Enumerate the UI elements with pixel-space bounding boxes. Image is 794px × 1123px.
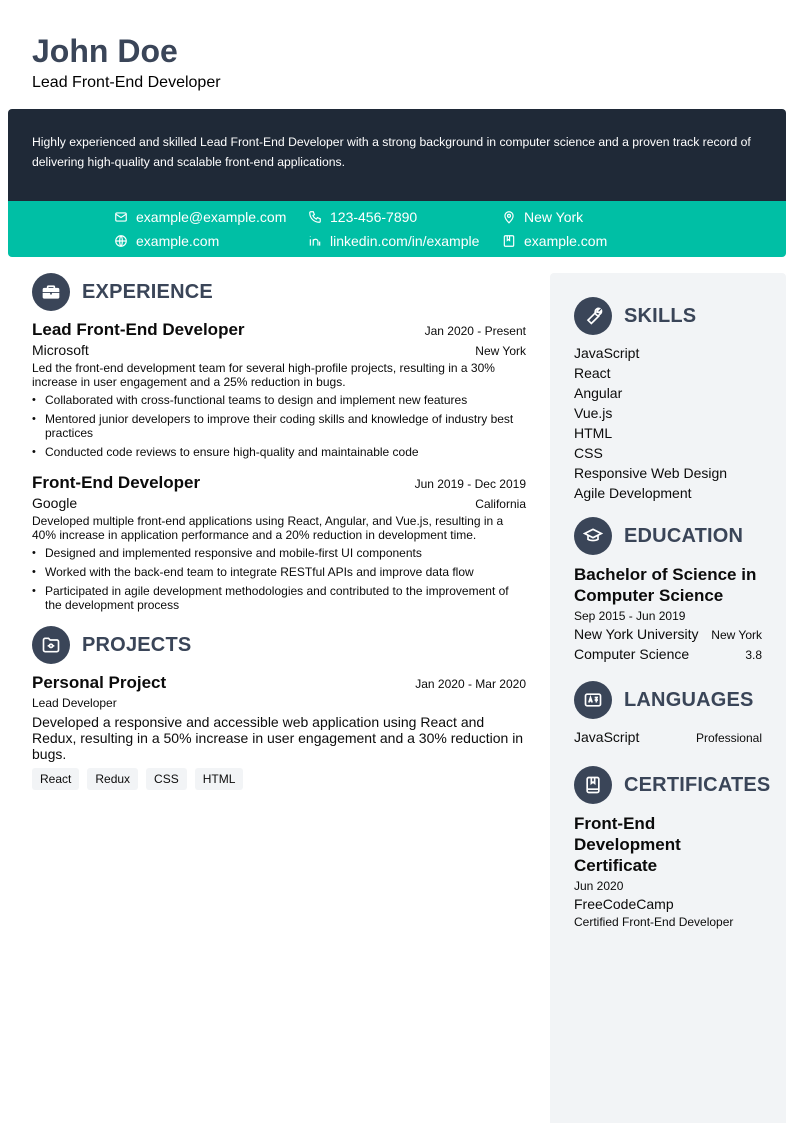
project-tag: CSS	[146, 768, 187, 790]
job-location: New York	[475, 344, 526, 358]
linkedin-text: linkedin.com/in/example	[330, 233, 480, 249]
skill-item: React	[574, 365, 611, 381]
education-entry	[574, 564, 762, 662]
job-company: Microsoft	[32, 342, 89, 358]
skill-item: Agile Development	[574, 485, 692, 501]
certificate-date: Jun 2020	[574, 879, 624, 893]
certificate-entry	[574, 813, 762, 929]
education-field: Computer Science	[574, 646, 690, 662]
education-degree: Bachelor of Science in Computer Science	[574, 565, 757, 605]
languages-header	[574, 681, 762, 719]
graduation-cap-icon	[574, 517, 612, 555]
job-bullet: • Collaborated with cross-functional teams to design and implement new features	[32, 393, 526, 407]
mail-icon	[114, 210, 128, 224]
job-title: Front-End Developer	[32, 473, 201, 492]
project-entry	[32, 673, 526, 790]
certificate-book-icon	[574, 766, 612, 804]
location-text: New York	[524, 209, 584, 225]
job-bullet: • Worked with the back-end team to integrate RESTful APIs and improve data flow	[32, 565, 526, 579]
candidate-name: John Doe	[32, 33, 178, 69]
skill-item: Angular	[574, 385, 623, 401]
language-item	[574, 729, 762, 745]
skill-item: CSS	[574, 445, 603, 461]
job-description: Led the front-end development team for several high-profile projects, resulting in a 30% increase in user engagement and a 25% reduction in bugs.	[32, 361, 495, 389]
briefcase-icon	[32, 273, 70, 311]
skills-list	[574, 343, 762, 503]
phone-text: 123-456-7890	[330, 209, 418, 225]
project-description: Developed a responsive and accessible web application using React and Redux, resulting in a 50% increase in user engagement and a 30% reduction in bugs.	[32, 714, 524, 762]
project-tag: HTML	[195, 768, 244, 790]
contact-location	[502, 209, 583, 225]
education-location: New York	[711, 628, 762, 642]
certificates-header	[574, 766, 771, 804]
contact-bar	[8, 201, 786, 257]
resume-header	[32, 32, 221, 92]
job-bullets	[32, 393, 526, 459]
certificate-summary: Certified Front-End Developer	[574, 915, 734, 929]
project-tag: React	[32, 768, 79, 790]
map-pin-icon	[502, 210, 516, 224]
project-tag: Redux	[87, 768, 138, 790]
main-column	[32, 273, 526, 790]
project-name: Personal Project	[32, 673, 167, 692]
contact-email[interactable]	[114, 209, 286, 225]
experience-title: EXPERIENCE	[82, 280, 213, 303]
folder-icon	[32, 626, 70, 664]
wrench-icon	[574, 297, 612, 335]
job-company: Google	[32, 495, 78, 511]
job-title: Lead Front-End Developer	[32, 320, 245, 339]
contact-website[interactable]	[114, 233, 219, 249]
projects-header	[32, 626, 526, 664]
website-text: example.com	[136, 233, 220, 249]
job-bullet: • Participated in agile development methodologies and contributed to the improvement of the development process	[32, 584, 526, 612]
contact-phone[interactable]	[308, 209, 417, 225]
education-title: EDUCATION	[624, 524, 744, 547]
job-entry	[32, 320, 526, 459]
job-bullet: • Conducted code reviews to ensure high-quality and maintainable code	[32, 445, 526, 459]
language-level: Professional	[695, 731, 762, 745]
education-header	[574, 517, 762, 555]
job-bullet: • Mentored junior developers to improve their coding skills and knowledge of industry best practices	[32, 412, 526, 440]
certificate-issuer: FreeCodeCamp	[574, 896, 674, 912]
project-date: Jan 2020 - Mar 2020	[415, 677, 526, 691]
languages-title: LANGUAGES	[624, 688, 754, 711]
job-location: California	[475, 497, 526, 511]
projects-title: PROJECTS	[82, 633, 192, 656]
candidate-headline: Lead Front-End Developer	[32, 74, 221, 91]
summary-panel	[8, 109, 786, 201]
skill-item: JavaScript	[574, 345, 640, 361]
contact-portfolio[interactable]	[502, 233, 607, 249]
sidebar-column	[550, 273, 786, 1123]
certificates-title: CERTIFICATES	[624, 773, 771, 796]
language-name: JavaScript	[574, 729, 640, 745]
phone-icon	[308, 210, 322, 224]
job-bullets	[32, 546, 526, 612]
education-school: New York University	[574, 626, 699, 642]
experience-header	[32, 273, 526, 311]
bookmark-book-icon	[502, 234, 516, 248]
education-date: Sep 2015 - Jun 2019	[574, 609, 686, 623]
skill-item: Vue.js	[574, 405, 613, 421]
job-description: Developed multiple front-end applications using React, Angular, and Vue.js, resulting in a 40% increase in application performance and a 20% reduction in development time.	[32, 514, 504, 542]
job-date: Jun 2019 - Dec 2019	[414, 477, 526, 491]
email-text: example@example.com	[136, 209, 287, 225]
job-bullet: • Designed and implemented responsive and mobile-first UI components	[32, 546, 526, 560]
skills-title: SKILLS	[624, 304, 697, 327]
contact-linkedin[interactable]	[308, 233, 479, 249]
summary-text: Highly experienced and skilled Lead Front-End Developer with a strong background in computer science and a proven track record of delivering high-quality and scalable front-end applications.	[32, 135, 751, 169]
job-date: Jan 2020 - Present	[424, 324, 526, 338]
project-tags	[32, 768, 526, 790]
education-gpa: 3.8	[745, 648, 762, 662]
language-icon	[574, 681, 612, 719]
globe-icon	[114, 234, 128, 248]
certificate-name: Front-End Development Certificate	[574, 814, 681, 875]
job-entry	[32, 473, 526, 612]
skill-item: Responsive Web Design	[574, 465, 728, 481]
skills-header	[574, 297, 762, 335]
skill-item: HTML	[574, 425, 613, 441]
project-role: Lead Developer	[32, 696, 117, 710]
linkedin-icon	[308, 234, 322, 248]
portfolio-text: example.com	[524, 233, 608, 249]
